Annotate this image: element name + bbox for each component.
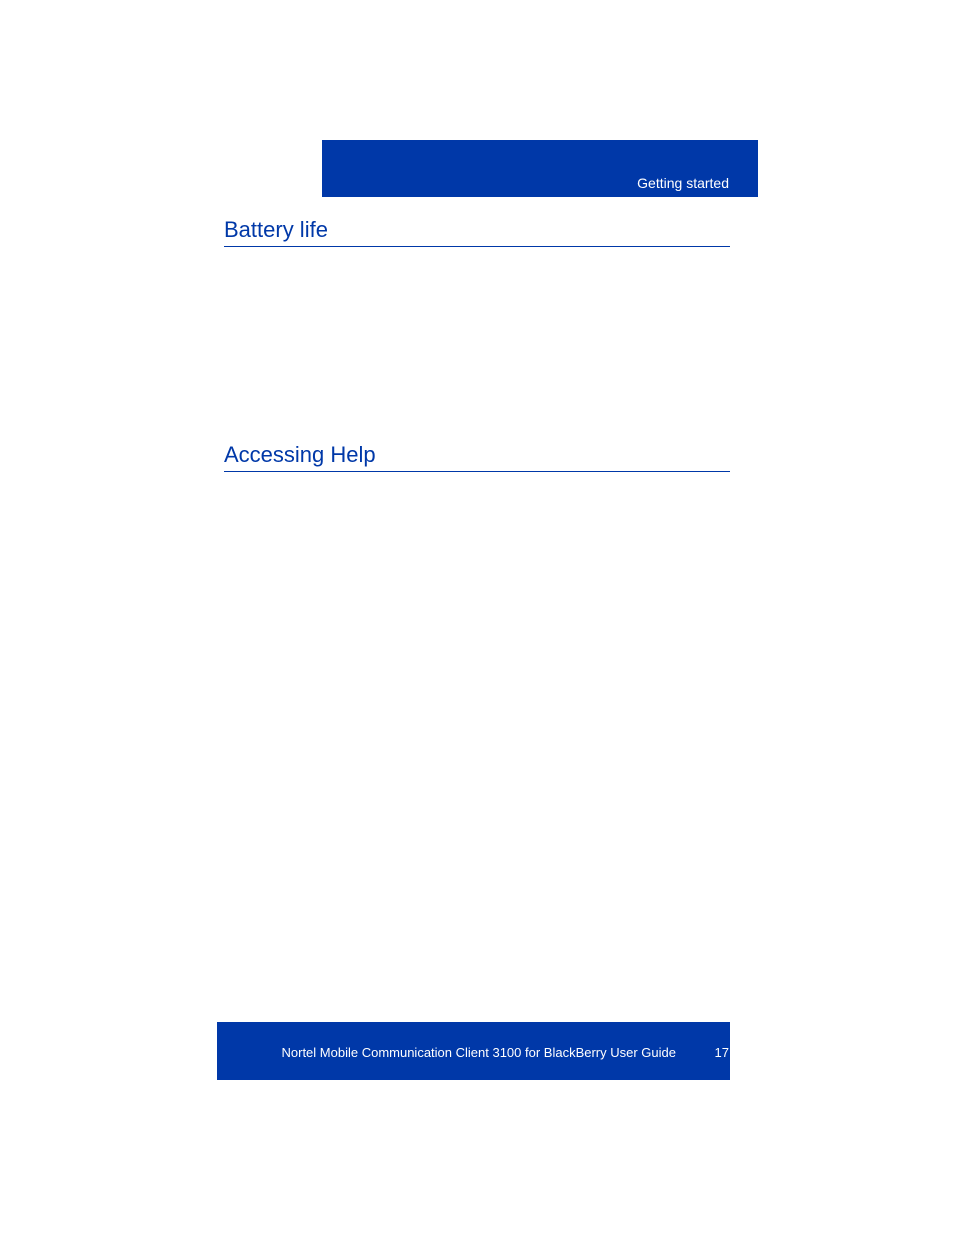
footer-document-title: Nortel Mobile Communication Client 3100 for BlackBerry User Guide [281,1045,676,1060]
page-footer-bar [217,1022,730,1080]
chapter-header-bar [322,140,758,197]
section-heading-accessing-help: Accessing Help [224,441,730,472]
footer-page-number: 17 [714,1045,729,1060]
section-heading-battery-life: Battery life [224,216,730,247]
chapter-title: Getting started [637,175,729,191]
